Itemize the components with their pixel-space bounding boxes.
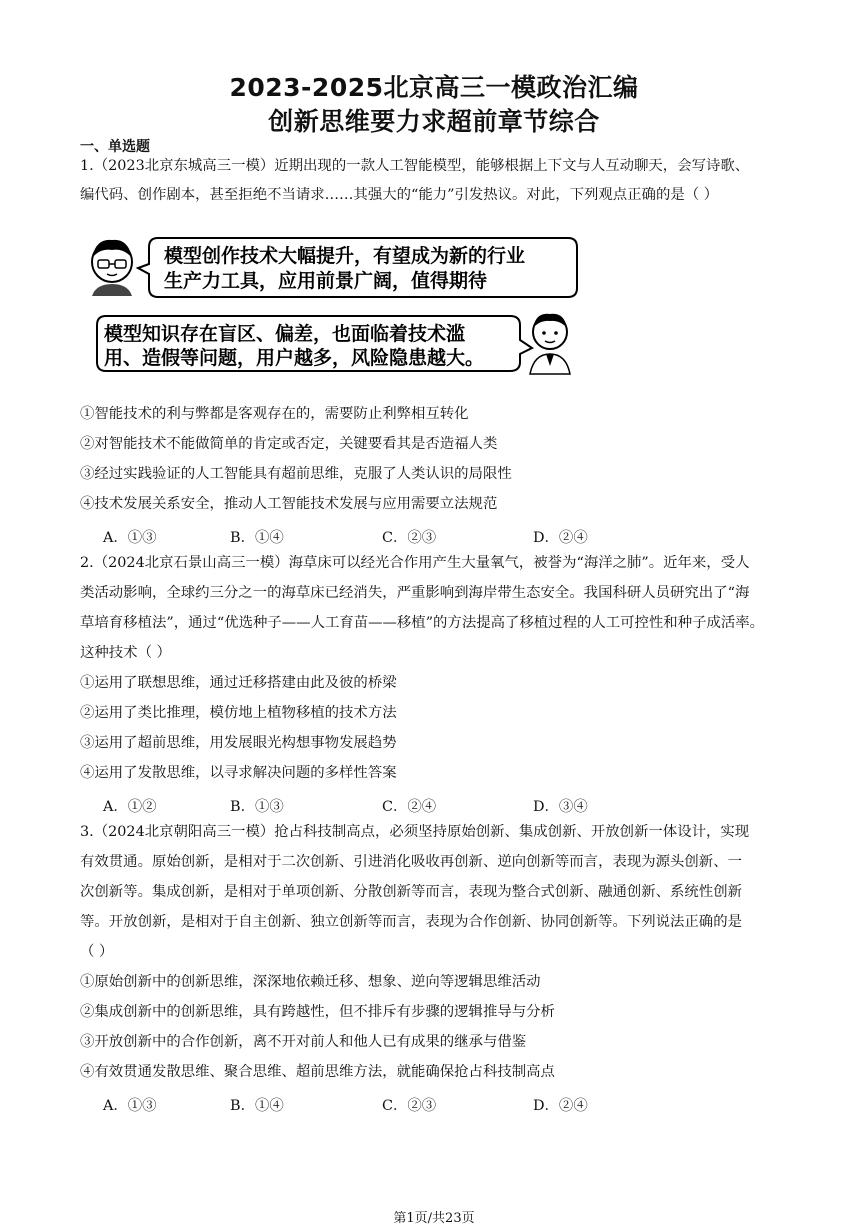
q2-statement: ①运用了联想思维，通过迁移搭建由此及彼的桥梁	[80, 675, 397, 691]
q1-option-d[interactable]: D．②④	[533, 530, 588, 546]
bubble1-line: 生产力工具，应用前景广阔，值得期待	[164, 270, 488, 292]
bubble2-line: 模型知识存在盲区、偏差，也面临着技术滥	[104, 323, 466, 345]
q1-statement: ③经过实践验证的人工智能具有超前思维，克服了人类认识的局限性	[80, 466, 512, 482]
bubble1-line: 模型创作技术大幅提升，有望成为新的行业	[164, 245, 526, 267]
person-right-icon	[530, 314, 570, 374]
q3-option-b[interactable]: B．①④	[230, 1098, 284, 1114]
q3-stem-line: 有效贯通。原始创新，是相对于二次创新、引进消化吸收再创新、逆向创新等而言，表现为源头创新、一	[80, 854, 742, 870]
q2-statement: ②运用了类比推理，模仿地上植物移植的技术方法	[80, 705, 397, 721]
q1-option-a[interactable]: A．①③	[103, 530, 157, 546]
q1-stem-line: 1.（2023北京东城高三一模）近期出现的一款人工智能模型，能够根据上下文与人互动聊天，会写诗歌、	[80, 158, 750, 174]
q2-stem-line: 类活动影响，全球约三分之一的海草床已经消失，严重影响到海岸带生态安全。我国科研人员研究出了“海	[80, 585, 750, 601]
q1-option-b[interactable]: B．①④	[230, 530, 284, 546]
q3-stem-line: 3.（2024北京朝阳高三一模）抢占科技制高点，必须坚持原始创新、集成创新、开放创新一体设计，实现	[80, 824, 750, 840]
q2-option-a[interactable]: A．①②	[103, 799, 157, 815]
section-heading: 一、单选题	[80, 139, 150, 155]
q2-stem-line: 这种技术（ ）	[80, 645, 171, 661]
q1-statement: ②对智能技术不能做简单的肯定或否定，关键要看其是否造福人类	[80, 436, 498, 452]
q1-cartoon-illustration	[80, 230, 580, 380]
q1-stem-line: 编代码、创作剧本，甚至拒绝不当请求……其强大的“能力”引发热议。对此，下列观点正确的是（ ）	[80, 187, 719, 203]
q3-stem-line: 次创新等。集成创新，是相对于单项创新、分散创新等而言，表现为整合式创新、融通创新、系统性创新	[80, 884, 742, 900]
page-number: 第1页/共23页	[393, 1211, 475, 1226]
q2-statement: ④运用了发散思维，以寻求解决问题的多样性答案	[80, 765, 397, 781]
bubble2-line: 用、造假等问题，用户越多，风险隐患越大。	[104, 347, 485, 369]
q1-statement: ①智能技术的利与弊都是客观存在的，需要防止利弊相互转化	[80, 406, 469, 422]
q2-statement: ③运用了超前思维，用发展眼光构想事物发展趋势	[80, 735, 397, 751]
person-left-icon	[92, 240, 132, 296]
q2-stem-line: 2.（2024北京石景山高三一模）海草床可以经光合作用产生大量氧气，被誉为“海洋之肺”。近年来，受人	[80, 555, 750, 571]
q3-option-d[interactable]: D．②④	[533, 1098, 588, 1114]
q3-statement: ③开放创新中的合作创新，离不开对前人和他人已有成果的继承与借鉴	[80, 1034, 527, 1050]
q3-option-c[interactable]: C．②③	[382, 1098, 437, 1114]
q3-option-a[interactable]: A．①③	[103, 1098, 157, 1114]
q2-option-c[interactable]: C．②④	[382, 799, 437, 815]
q3-stem-line: 等。开放创新，是相对于自主创新、独立创新等而言，表现为合作创新、协同创新等。下列说法正确的是	[80, 914, 742, 930]
q1-option-c[interactable]: C．②③	[382, 530, 437, 546]
document-subtitle: 创新思维要力求超前章节综合	[268, 107, 600, 136]
q2-option-b[interactable]: B．①③	[230, 799, 284, 815]
q3-statement: ①原始创新中的创新思维，深深地依赖迁移、想象、逆向等逻辑思维活动	[80, 974, 541, 990]
q3-statement: ②集成创新中的创新思维，具有跨越性，但不排斥有步骤的逻辑推导与分析	[80, 1004, 555, 1020]
document-title: 2023-2025北京高三一模政治汇编	[229, 73, 639, 102]
q3-statement: ④有效贯通发散思维、聚合思维、超前思维方法，就能确保抢占科技制高点	[80, 1064, 555, 1080]
q2-stem-line: 草培育移植法”，通过“优选种子——人工育苗——移植”的方法提高了移植过程的人工可控性和种子成活率。	[80, 615, 765, 631]
q2-option-d[interactable]: D．③④	[533, 799, 588, 815]
q3-stem-line: （ ）	[80, 944, 114, 960]
q1-statement: ④技术发展关系安全，推动人工智能技术发展与应用需要立法规范	[80, 496, 498, 512]
